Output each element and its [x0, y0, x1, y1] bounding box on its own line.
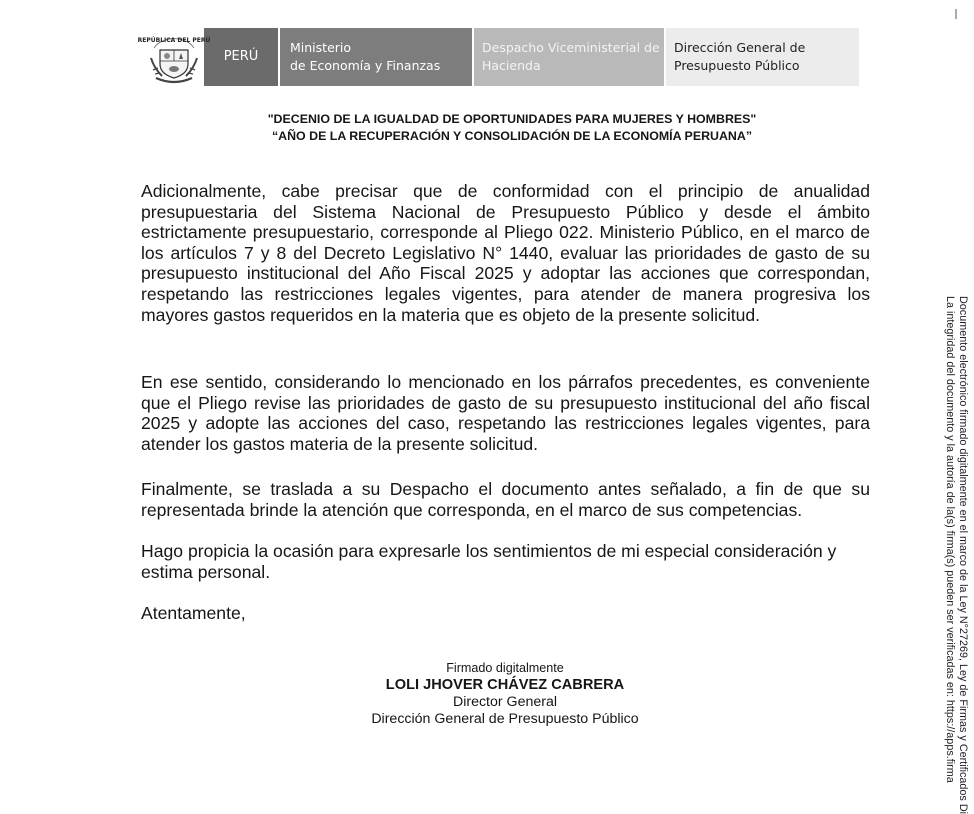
paragraph-transfer: Finalmente, se traslada a su Despacho el documento antes señalado, a fin de que su representada brinde la atención que corresponda, en el marco de sus competencias.	[141, 479, 870, 520]
svg-text:REPÚBLICA DEL PERÚ: REPÚBLICA DEL PERÚ	[137, 37, 211, 44]
paragraph-courtesy: Hago propicia la ocasión para expresarle los sentimientos de mi especial consideración y estima personal.	[141, 541, 837, 582]
letterhead	[137, 28, 859, 86]
vice-line-1: Despacho Viceministerial de	[482, 40, 660, 55]
legal-notice-line-1: Documento electrónico firmado digitalmente en el marco de la Ley N°27269, Ley de Firmas y Certificados Di	[957, 296, 969, 814]
coat-of-arms-icon	[137, 28, 211, 86]
ministry-label	[280, 28, 472, 86]
paragraph-recommendation: En ese sentido, considerando lo mencionado en los párrafos precedentes, es conveniente que el Pliego revise las prioridades de gasto de su presupuesto institucional del año fiscal 2025 y adopte las acciones del caso, respetando las restricciones legales vigentes, para atender los gastos materia de la presente solicitud.	[141, 372, 870, 454]
vice-ministry-label	[474, 28, 664, 86]
corner-mark-icon	[950, 6, 962, 16]
signer-name: LOLI JHOVER CHÁVEZ CABRERA	[385, 677, 625, 693]
signer-title: Director General	[452, 694, 558, 710]
legal-notice-line-2: La integridad del documento y la autoría de la(s) firma(s) pueden ser verificadas en: https://apps.firma	[944, 296, 956, 783]
digital-signature-note: Firmado digitalmente	[446, 661, 564, 675]
decade-slogan: "DECENIO DE LA IGUALDAD DE OPORTUNIDADES PARA MUJERES Y HOMBRES"	[267, 112, 757, 126]
vice-line-2: Hacienda	[482, 58, 541, 73]
country-label: PERÚ	[204, 28, 278, 86]
digital-signature-legal-notice	[929, 296, 969, 814]
directorate-line-2: Presupuesto Público	[674, 58, 800, 73]
directorate-label	[666, 28, 859, 86]
year-slogan: “AÑO DE LA RECUPERACIÓN Y CONSOLIDACIÓN DE LA ECONOMÍA PERUANA”	[271, 129, 753, 143]
year-slogans	[200, 111, 824, 145]
ministry-line-1: Ministerio	[290, 40, 352, 55]
closing-salutation: Atentamente,	[141, 603, 246, 623]
paragraph-annuality: Adicionalmente, cabe precisar que de conformidad con el principio de anualidad presupuestaria del Sistema Nacional de Presupuesto Público y desde el ámbito estrictamente presupuestario, corresponde al Pliego 022. Ministerio Público, en el marco de los artículos 7 y 8 del Decreto Legislativo N° 1440, evaluar las prioridades de gasto de su presupuesto institucional del Año Fiscal 2025 y adoptar las acciones que correspondan, respetando las restricciones legales vigentes, para atender de manera progresiva los mayores gastos requeridos en la materia que es objeto de la presente solicitud.	[141, 181, 870, 325]
coat-of-arms-emblem	[137, 28, 211, 86]
signer-office: Dirección General de Presupuesto Público	[371, 711, 639, 727]
ministry-line-2: de Economía y Finanzas	[290, 58, 441, 73]
directorate-line-1: Dirección General de	[674, 40, 806, 55]
signature-block	[300, 660, 710, 728]
